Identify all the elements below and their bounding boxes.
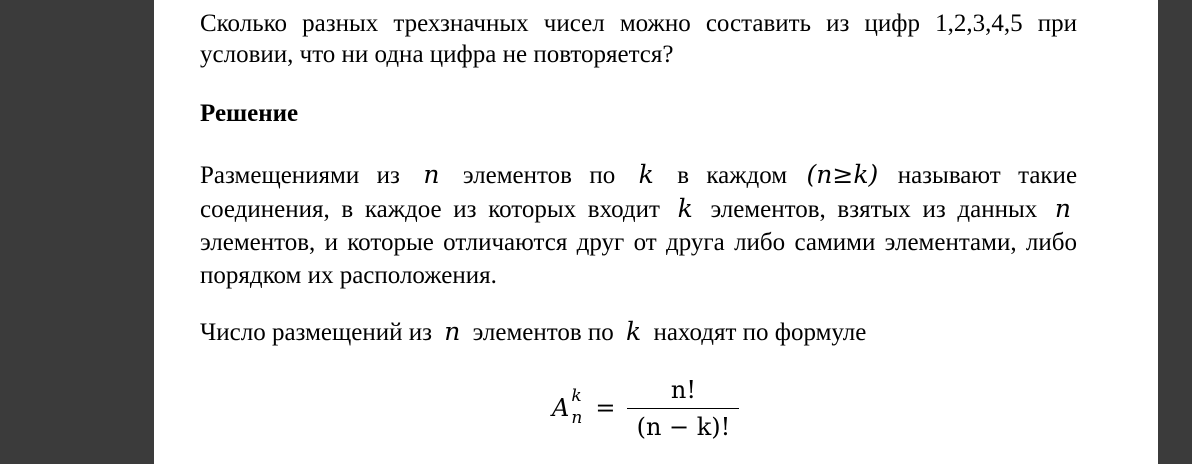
problem-line-1: Сколько разных трехзначных чисел можно составить из цифр 1,2,3,4,5 при: [200, 10, 1077, 37]
formula-indices: [569, 388, 589, 428]
formula-equals: =: [595, 394, 616, 422]
definition-line-3: элементов, и которые отличаются друг от друга либо самими элементами, либо: [200, 229, 1077, 256]
definition-line-2: соединения, в каждое из которых входит k элементов, взятых из данных n: [200, 194, 1072, 223]
arrangements-formula: [552, 368, 739, 448]
formula-intro: Число размещений из n элементов по k находят по формуле: [200, 317, 867, 346]
problem-statement: [200, 8, 1077, 70]
document-page: [154, 0, 1158, 464]
solution-heading: Решение: [200, 100, 299, 127]
definition-line-4: порядком их расположения.: [200, 262, 497, 289]
definition-paragraph: [200, 158, 1077, 292]
condition-expression: (n≥k): [806, 160, 879, 189]
definition-line-1: Размещениями из n элементов по k в каждом (n≥k) называют такие: [200, 160, 1078, 189]
formula-fraction: [627, 376, 739, 441]
formula-superscript: k: [571, 386, 582, 406]
formula-subscript: n: [571, 408, 583, 428]
formula-denominator: (n − k)!: [636, 412, 731, 441]
problem-line-2: условии, что ни одна цифра не повторяется?: [200, 41, 674, 68]
formula-symbol: A: [552, 394, 570, 422]
formula-numerator: n!: [627, 376, 739, 409]
